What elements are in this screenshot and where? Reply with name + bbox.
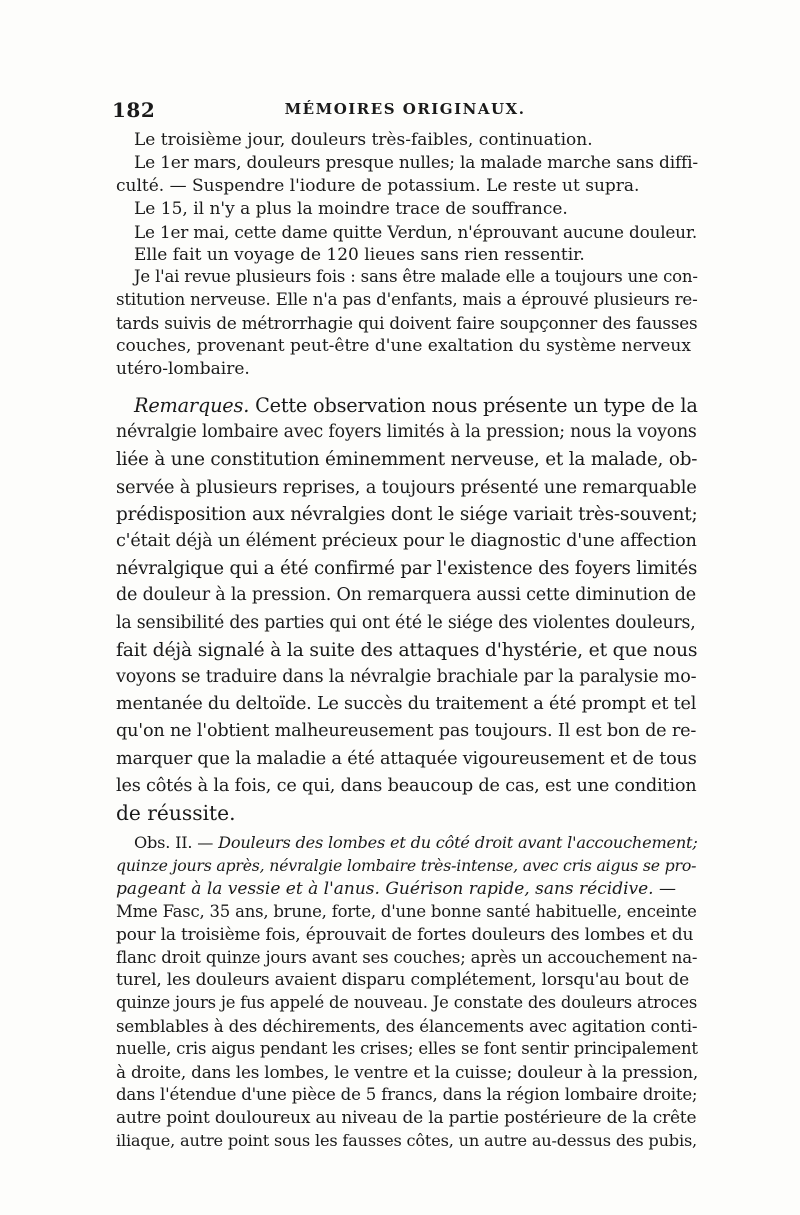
remark-line: fait déjà signalé à la suite des attaques d'hystérie, et que nous — [116, 639, 698, 661]
observation-title: quinze jours après, névralgie lombaire très-intense, avec cris aigus se pro- — [116, 855, 697, 875]
page-number: 182 — [112, 98, 156, 122]
observation-body-line: Mme Fasc, 35 ans, brune, forte, d'une bonne santé habituelle, enceinte — [116, 901, 697, 921]
case-note-line: stitution nerveuse. Elle n'a pas d'enfants, mais a éprouvé plusieurs re- — [116, 290, 698, 310]
observation-label: Obs. II. — — [134, 833, 214, 852]
case-note-line: Le troisième jour, douleurs très-faibles, continuation. — [134, 130, 593, 150]
remark-line: qu'on ne l'obtient malheureusement pas toujours. Il est bon de re- — [116, 721, 697, 742]
remark-line: mentanée du deltoïde. Le succès du traitement a été prompt et tel — [116, 694, 697, 715]
observation-body-line: turel, les douleurs avaient disparu complétement, lorsqu'au bout de — [116, 970, 689, 991]
case-note-line: Le 1er mars, douleurs presque nulles; la malade marche sans diffi- — [134, 152, 698, 173]
observation-body-line: à droite, dans les lombes, le ventre et la cuisse; douleur à la pression, — [116, 1062, 698, 1083]
remark-line: voyons se traduire dans la névralgie brachiale par la paralysie mo- — [116, 667, 697, 688]
remark-line: servée à plusieurs reprises, a toujours présenté une remarquable — [116, 476, 697, 498]
remark-line: de réussite. — [116, 801, 236, 826]
observation-title-line — [116, 855, 698, 878]
remark-line: les côtés à la fois, ce qui, dans beaucoup de cas, est une condition — [116, 775, 697, 796]
remarks-paragraph — [116, 392, 698, 827]
observation-body-line: quinze jours je fus appelé de nouveau. Je constate des douleurs atroces — [116, 993, 698, 1013]
case-note-line: Le 1er mai, cette dame quitte Verdun, n'éprouvant aucune douleur. — [134, 221, 697, 242]
case-note-line: culté. — Suspendre l'iodure de potassium. Le reste ut supra. — [116, 175, 640, 196]
observation-body-line: autre point douloureux au niveau de la partie postérieure de la crête — [116, 1107, 697, 1128]
observation-body-line: nuelle, cris aigus pendant les crises; elles se font sentir principalement — [116, 1039, 698, 1059]
case-note-line: tards suivis de métrorrhagie qui doivent faire soupçonner des fausses — [116, 313, 698, 334]
case-note-line: Je l'ai revue plusieurs fois : sans être malade elle a toujours une con- — [134, 267, 698, 287]
case-notes — [116, 129, 698, 381]
remark-line: marquer que la maladie a été attaquée vigoureusement et de tous — [116, 748, 697, 769]
observation-first-line — [116, 832, 698, 855]
remark-line: prédisposition aux névralgies dont le siége variait très-souvent; — [116, 503, 698, 525]
case-note-line: Le 15, il n'y a plus la moindre trace de souffrance. — [134, 198, 568, 219]
remark-line: Cette observation nous présente un type de la — [255, 394, 698, 417]
observation-body-line: flanc droit quinze jours avant ses couches; après un accouchement na- — [116, 947, 698, 967]
remark-line: névralgique qui a été confirmé par l'existence des foyers limités — [116, 558, 698, 580]
observation-body-line: semblables à des déchirements, des élancements avec agitation conti- — [116, 1016, 698, 1037]
observation-title-line — [116, 878, 698, 901]
remark-line: de douleur à la pression. On remarquera aussi cette diminution de — [116, 585, 696, 606]
running-head: MÉMOIRES ORIGINAUX. — [284, 100, 526, 118]
observation-dash: — — [659, 878, 676, 899]
remarks-heading: Remarques. — [134, 394, 250, 417]
remark-line: c'était déjà un élément précieux pour le diagnostic d'une affection — [116, 531, 697, 552]
observation-title: Douleurs des lombes et du côté droit avant l'accouchement; — [218, 833, 698, 852]
observation-section — [116, 832, 698, 1153]
remark-line: névralgie lombaire avec foyers limités à la pression; nous la voyons — [116, 422, 697, 443]
remark-line: la sensibilité des parties qui ont été le siége des violentes douleurs, — [116, 612, 696, 633]
case-note-line: couches, provenant peut-être d'une exaltation du système nerveux — [116, 336, 691, 357]
page-header — [112, 96, 698, 126]
remarks-first-line — [116, 392, 698, 419]
case-note-line: Elle fait un voyage de 120 lieues sans rien ressentir. — [134, 244, 585, 265]
remark-line: liée à une constitution éminemment nerveuse, et la malade, ob- — [116, 449, 698, 471]
observation-title: pageant à la vessie et à l'anus. Guérison rapide, sans récidive. — [116, 878, 654, 899]
case-note-line: utéro-lombaire. — [116, 359, 250, 380]
observation-body-line: iliaque, autre point sous les fausses côtes, un autre au-dessus des pubis, — [116, 1130, 697, 1150]
observation-body-line: pour la troisième fois, éprouvait de fortes douleurs des lombes et du — [116, 924, 694, 945]
observation-body-line: dans l'étendue d'une pièce de 5 francs, dans la région lombaire droite; — [116, 1084, 698, 1104]
